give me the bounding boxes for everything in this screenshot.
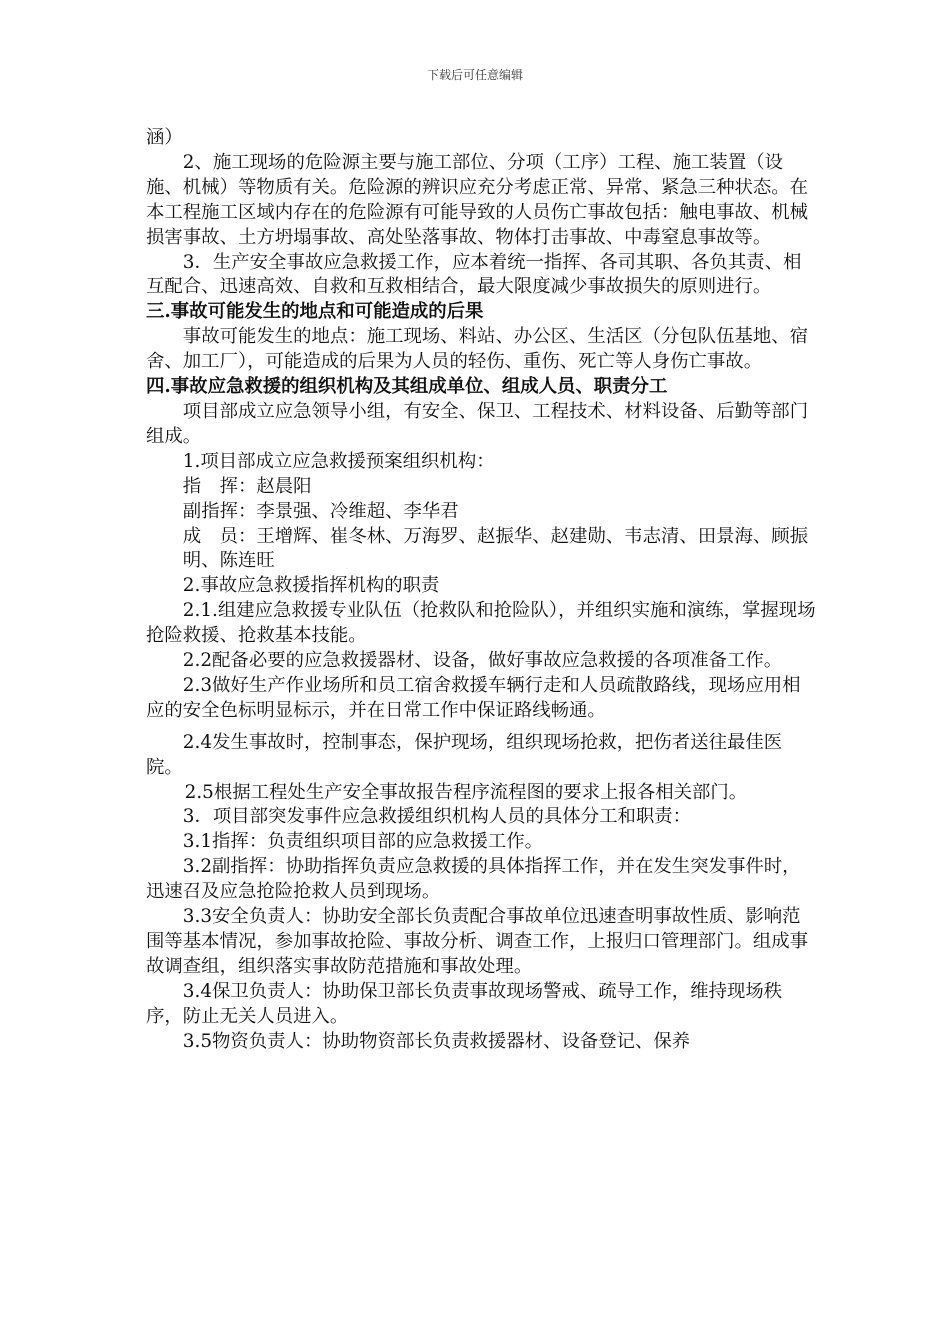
list-item-role-3-3: 3.3安全负责人：协助安全部长负责配合事故单位迅速查明事故性质、影响范围等基本情况，参加事故抢险、事故分析、调查工作，上报归口管理部门。组成事故调查组，组织落实事故防范措施和事故处理。 xyxy=(146,906,809,977)
list-item-role-3-2: 3.2副指挥：协助指挥负责应急救援的具体指挥工作，并在发生突发事件时，迅速召及应急抢险抢救人员到现场。 xyxy=(146,856,801,903)
paragraph-hazard-sources: 2、施工现场的危险源主要与施工部位、分项（工序）工程、施工装置（设施、机械）等物质有关。危险源的辨识应充分考虑正常、异常、紧急三种状态。在本工程施工区域内存在的危险源有可能导致的人员伤亡事故包括：触电事故、机械损害事故、土方坍塌事故、高处坠落事故、物体打击事故、中毒窒息事故等。 xyxy=(146,151,809,248)
list-item-division-heading: 3．项目部突发事件应急救援组织机构人员的具体分工和职责： xyxy=(182,806,692,828)
list-item-duty-2-2: 2.2配备必要的应急救援器材、设备，做好事故应急救援的各项准备工作。 xyxy=(182,650,783,672)
section-heading-4: 四.事故应急救援的组织机构及其组成单位、组成人员、职责分工 xyxy=(146,376,668,398)
list-item-duty-2-5: 2.5根据工程处生产安全事故报告程序流程图的要求上报各相关部门。 xyxy=(184,781,748,803)
list-item-members: 成 员：王增辉、崔冬林、万海罗、赵振华、赵建勋、韦志清、田景海、顾振明、陈连旺 xyxy=(182,525,809,572)
list-item-role-3-4: 3.4保卫负责人：协助保卫部长负责事故现场警戒、疏导工作，维持现场秩序，防止无关人员进入。 xyxy=(146,980,783,1027)
list-item-role-3-5: 3.5物资负责人：协助物资部长负责救援器材、设备登记、保养 xyxy=(182,1030,691,1052)
paragraph-continuation: 涵） xyxy=(146,127,183,148)
list-item-deputy-commander: 副指挥：李景强、冷维超、李华君 xyxy=(182,500,459,522)
list-item-organization: 1.项目部成立应急救援预案组织机构： xyxy=(182,450,495,472)
list-item-commander: 指 挥：赵晨阳 xyxy=(182,475,312,497)
page-header: 下载后可任意编辑 xyxy=(426,68,523,82)
document-body xyxy=(146,126,818,1055)
section-heading-3: 三.事故可能发生的地点和可能造成的后果 xyxy=(146,301,484,323)
paragraph-leadership-group: 项目部成立应急领导小组，有安全、保卫、工程技术、材料设备、后勤等部门组成。 xyxy=(146,400,809,447)
list-item-duties-heading: 2.事故应急救援指挥机构的职责 xyxy=(182,575,440,597)
paragraph-rescue-principle: 3．生产安全事故应急救援工作，应本着统一指挥、各司其职、各负其责、相互配合、迅速高效、自救和互救相结合，最大限度减少事故损失的原则进行。 xyxy=(146,251,802,298)
paragraph-accident-locations: 事故可能发生的地点：施工现场、料站、办公区、生活区（分包队伍基地、宿舍、加工厂），可能造成的后果为人员的轻伤、重伤、死亡等人身伤亡事故。 xyxy=(146,326,809,373)
list-item-role-3-1: 3.1指挥：负责组织项目部的应急救援工作。 xyxy=(182,831,544,853)
list-item-duty-2-1: 2.1.组建应急救援专业队伍（抢救队和抢险队），并组织实施和演练，掌握现场抢险救援、抢救基本技能。 xyxy=(146,600,816,647)
list-item-duty-2-4: 2.4发生事故时，控制事态，保护现场，组织现场抢救，把伤者送往最佳医院。 xyxy=(146,731,783,778)
list-item-duty-2-3: 2.3做好生产作业场所和员工宿舍救援车辆行走和人员疏散路线，现场应用相应的安全色标明显标示，并在日常工作中保证路线畅通。 xyxy=(146,674,801,721)
